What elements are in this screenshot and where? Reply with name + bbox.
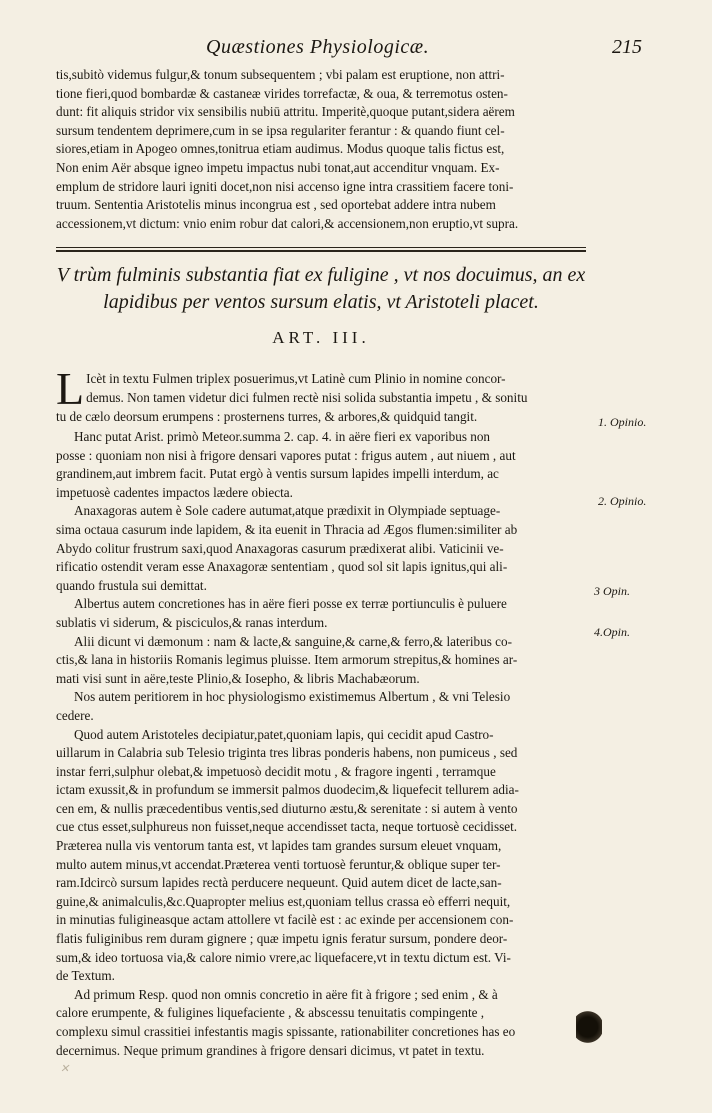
text-line: tione fieri,quod bombardæ & castaneæ virides torrefactæ, & oua, & terremotus osten- (56, 85, 508, 101)
text-line: tu de cælo deorsum erumpens : prosternens turres, & arbores,& quidquid tangit. (56, 409, 478, 424)
text-line: uillarum in Calabria sub Telesio triginta tres libras ponderis habens, non pumiceus , sed (56, 745, 518, 761)
text-line: siores,etiam in Apogeo omnes,tonitrua etiam audimus. Modus quoque talis fictus est, (56, 141, 505, 157)
text-line: sima octaua casurum inde lapidem, & ita euenit in Thracia ad Ægos flumen:similiter ab (56, 521, 518, 537)
text-line: cen em, & nullis præcedentibus ventis,sed diuturno æstu,& serenitate : si autem à vento (56, 800, 518, 816)
margin-note-opinio-2: 2. Opinio. (598, 494, 647, 508)
text-line: guine,& animalculis,&c.Quapropter melius est,quoniam tellus crassa eò efferri nequit, (56, 893, 511, 909)
text-line: Icèt in textu Fulmen triplex posuerimus,vt Latinè cum Plinio in nomine concor- (86, 371, 506, 386)
text-line: cue ctus esset,sulphureus non fuisset,neque accendisset tacta, neque tortuosè cecidisset. (56, 819, 518, 835)
text-line: demus. Non tamen videtur dici fulmen rectè nisi solida substantia impetu , & sonitu (86, 389, 528, 405)
text-line: ram.Idcircò sursum lapides rectà perducere nequeunt. Quid autem dicet de lacte,san- (56, 875, 502, 891)
first-paragraph (56, 363, 586, 427)
text-line: ictam exussit,& in profundum se immersit palmos duodecim,& liquefecit tellurem adia- (56, 782, 519, 798)
text-line: Ad primum Resp. quod non omnis concretio in aëre fit à frigore ; sed enim , & à (74, 986, 498, 1002)
page-number: 215 (612, 36, 642, 58)
text-line: emplum de stridore lauri igniti docet,non nisi accenso igne intra crassitiem facere toni- (56, 178, 514, 194)
text-line: sursum tendentem deprimere,cum in se ipsa regulariter ferantur : & quando fiunt cel- (56, 122, 505, 138)
text-line: mati visi sunt in aëre,teste Plinio,& Iosepho, & libris Machabæorum. (56, 670, 420, 686)
text-line: Abydo colitur frustrum saxi,quod Anaxagoras casurum prædixerat alibi. Vaticinii ve- (56, 540, 504, 556)
drop-cap: L (56, 363, 85, 414)
text-line: rificatio ostendit veram esse Anaxagoræ sententiam , quod sol sit lapis ignitus,qui ali- (56, 559, 508, 575)
text-line: dunt: fit aliquis stridor vix sensibilis nubiū attritu. Imperitè,quoque putant,sidera aërem (56, 104, 515, 120)
margin-note-opinio-1: 1. Opinio. (598, 415, 647, 429)
article-heading: ART. III. (272, 328, 370, 347)
margin-note-opinio-4: 4.Opin. (594, 625, 630, 639)
ink-blot (576, 1010, 602, 1044)
section-rule (56, 247, 586, 248)
text-line: multo autem minus,vt accendat.Præterea venti tortuosè feruntur,& oblique super ter- (56, 856, 501, 872)
text-line: tis,subitò videmus fulgur,& tonum subsequentem ; vbi palam est eruptione, non attri- (56, 67, 505, 82)
text-line: Hanc putat Arist. primò Meteor.summa 2. cap. 4. in aëre fieri ex vaporibus non (74, 429, 491, 444)
text-line: impetuosè cadentes impactos lædere obiecta. (56, 484, 293, 500)
running-head: Quæstiones Physiologicæ. (206, 36, 430, 58)
text-line: grandinem,aut imbrem facit. Putat ergò à ventis sursum lapides impelli interdum, ac (56, 466, 499, 482)
text-line: decernimus. Neque primum grandines à frigore densari dicimus, vt patet in textu. (56, 1042, 485, 1058)
margin-note-opinio-3: 3 Opin. (594, 584, 630, 598)
text-line: flatis fuliginibus rem duram gignere ; quæ impetu ignis feratur sursum, pondere deor- (56, 931, 508, 947)
question-title (56, 262, 586, 316)
text-line: Non enim Aër absque igneo impetu impactus nubi tonat,aut accenditur vnquam. Ex- (56, 159, 500, 175)
text-line: complexu simul crassitiei infestantis magis spissante, rationabiliter concretiones has eo (56, 1024, 516, 1039)
text-line: instar ferri,sulphur olebat,& impetuosò decidit motu , & fragore ingenti , terramque (56, 763, 496, 779)
body-text (56, 428, 586, 1060)
text-line: Albertus autem concretiones has in aëre fieri posse ex terræ portiunculis è puluere (74, 596, 507, 612)
text-line: posse : quoniam non nisi à frigore densari vapores putat : frigus autem , aut niuem , aut (56, 447, 516, 463)
page-header (56, 30, 642, 60)
text-line: de Textum. (56, 968, 115, 984)
text-line: quando frustula sui demittat. (56, 577, 207, 593)
text-line: cedere. (56, 707, 94, 723)
text-line: Præterea nulla vis ventorum tanta est, vt lapides tam grandes sursum eleuet vnquam, (56, 838, 502, 854)
section-rule-thick (56, 250, 586, 252)
text-line: Alii dicunt vi dæmonum : nam & lacte,& sanguine,& carne,& ferro,& lateribus co- (74, 633, 513, 649)
text-line: accessionem,vt dictum: vnio enim robur dat calori,& accensionem,non eruptio,vt supra. (56, 215, 519, 231)
top-paragraph (56, 66, 586, 233)
bleed-through-mark: ✕ (60, 1063, 70, 1075)
text-line: sublatis vi siderum, & pisciculos,& ranas interdum. (56, 614, 328, 630)
text-line: Quod autem Aristoteles decipiatur,patet,quoniam lapis, qui cecidit apud Castro- (74, 726, 494, 742)
question-title-line: lapidibus per ventos sursum elatis, vt Aristoteli placet. (103, 291, 539, 313)
text-line: in minutias fuligineasque actam attollere vt facilè est : ac exinde per accensionem con- (56, 912, 514, 928)
text-line: ctis,& lana in historiis Romanis legimus pluisse. Item armorum strepitus,& homines ar- (56, 652, 518, 668)
text-line: Nos autem peritiorem in hoc physiologismo existimemus Albertum , & vni Telesio (74, 689, 511, 705)
text-line: calore erumpente, & fuligines liquefaciente , & abscessu tenuitatis compingente , (56, 1005, 485, 1021)
text-line: truum. Sententia Aristotelis minus incongrua est , sed oportebat addere intra nubem (56, 197, 496, 213)
question-title-line: V trùm fulminis substantia fiat ex fuligine , vt nos docuimus, an ex (56, 264, 586, 286)
text-line: Anaxagoras autem è Sole cadere autumat,atque prædixit in Olympiade septuage- (74, 503, 501, 519)
text-line: sum,& ideo tortuosa via,& calore nimio vrere,ac liquefacere,vt in textu dictum est. Vi- (56, 949, 511, 965)
